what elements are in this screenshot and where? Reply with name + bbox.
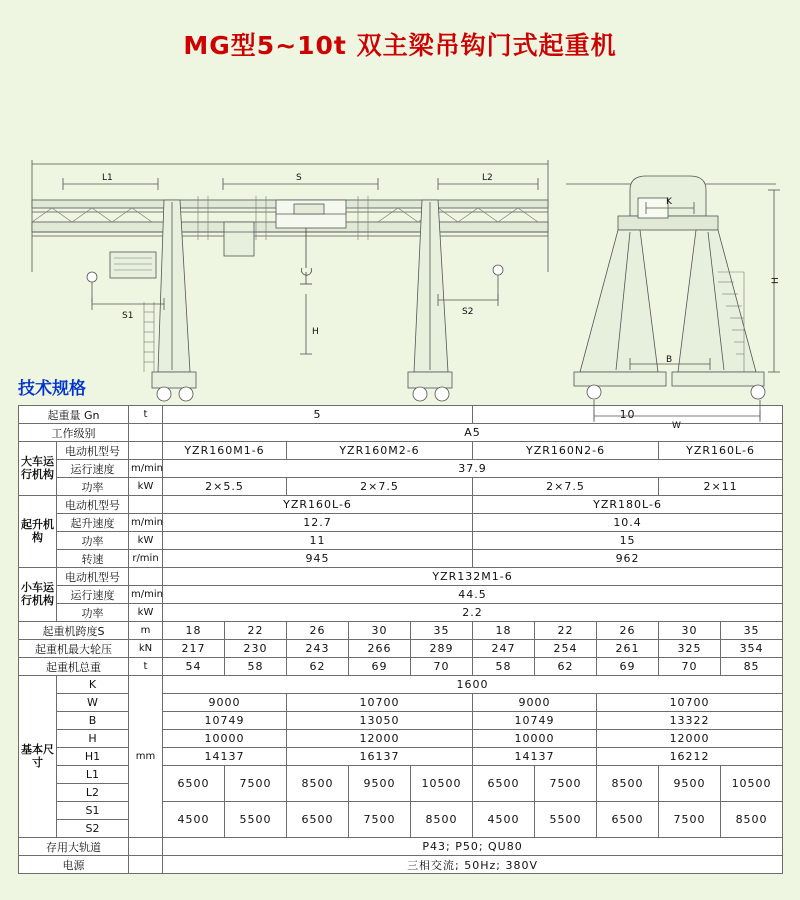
row-unit-trolley-motor (129, 568, 163, 586)
W-3: 9000 (473, 694, 597, 712)
H1-3: 14137 (473, 748, 597, 766)
S1-2: 5500 (225, 802, 287, 838)
span-10: 35 (721, 622, 783, 640)
page-title: MG型5~10t 双主梁吊钩门式起重机 (183, 31, 617, 60)
L1-10: 10500 (721, 766, 783, 802)
row-label-rail: 存用大轨道 (19, 838, 129, 856)
row-unit-dims: mm (129, 676, 163, 838)
wheel-load-6: 247 (473, 640, 535, 658)
S1-9: 7500 (659, 802, 721, 838)
row-label-power-supply: 电源 (19, 856, 129, 874)
row-label-hoist-speed: 起升速度 (57, 514, 129, 532)
power-4: 2×11 (659, 478, 783, 496)
row-unit-power-supply (129, 856, 163, 874)
hoist-power-1: 11 (163, 532, 473, 550)
run-speed-value: 37.9 (163, 460, 783, 478)
B-1: 10749 (163, 712, 287, 730)
L1-9: 9500 (659, 766, 721, 802)
table-row (19, 478, 783, 496)
H-2: 12000 (287, 730, 473, 748)
capacity-10: 10 (473, 406, 783, 424)
row-label-power: 功率 (57, 478, 129, 496)
capacity-5: 5 (163, 406, 473, 424)
row-unit-run-speed: m/min (129, 460, 163, 478)
total-weight-8: 69 (597, 658, 659, 676)
label-S1: S1 (122, 311, 134, 321)
row-unit-trolley-speed: m/min (129, 586, 163, 604)
group-big-car: 大车运行机构 (19, 442, 57, 496)
row-unit-capacity: t (129, 406, 163, 424)
total-weight-4: 69 (349, 658, 411, 676)
table-row (19, 568, 783, 586)
table-row (19, 604, 783, 622)
group-basic-dims: 基本尺寸 (19, 676, 57, 838)
span-1: 18 (163, 622, 225, 640)
label-S2: S2 (462, 307, 474, 317)
span-8: 26 (597, 622, 659, 640)
S1-4: 7500 (349, 802, 411, 838)
label-W: W (672, 421, 681, 431)
span-6: 18 (473, 622, 535, 640)
row-unit-rail (129, 838, 163, 856)
row-unit-hoist-speed: m/min (129, 514, 163, 532)
table-row (19, 514, 783, 532)
L1-5: 10500 (411, 766, 473, 802)
L1-2: 7500 (225, 766, 287, 802)
label-S: S (296, 173, 302, 183)
L1-8: 8500 (597, 766, 659, 802)
power-supply-value: 三相交流; 50Hz; 380V (163, 856, 783, 874)
table-row (19, 460, 783, 478)
power-1: 2×5.5 (163, 478, 287, 496)
row-unit-motor-model (129, 442, 163, 460)
row-label-H: H (57, 730, 129, 748)
S1-10: 8500 (721, 802, 783, 838)
H1-1: 14137 (163, 748, 287, 766)
table-row (19, 406, 783, 424)
row-label-total-weight: 起重机总重 (19, 658, 129, 676)
W-1: 9000 (163, 694, 287, 712)
row-label-S1: S1 (57, 802, 129, 820)
row-unit-duty (129, 424, 163, 442)
row-label-L2: L2 (57, 784, 129, 802)
wheel-load-9: 325 (659, 640, 721, 658)
row-label-duty: 工作级别 (19, 424, 129, 442)
span-4: 30 (349, 622, 411, 640)
total-weight-3: 62 (287, 658, 349, 676)
wheel-load-4: 266 (349, 640, 411, 658)
label-K: K (666, 197, 672, 207)
S1-1: 4500 (163, 802, 225, 838)
span-2: 22 (225, 622, 287, 640)
wheel-load-7: 254 (535, 640, 597, 658)
group-hoist: 起升机构 (19, 496, 57, 568)
row-label-run-speed: 运行速度 (57, 460, 129, 478)
table-row (19, 442, 783, 460)
label-B: B (666, 355, 673, 365)
L1-7: 7500 (535, 766, 597, 802)
row-label-capacity: 起重量 Gn (19, 406, 129, 424)
wheel-load-5: 289 (411, 640, 473, 658)
label-L1: L1 (102, 173, 113, 183)
S1-3: 6500 (287, 802, 349, 838)
L1-6: 6500 (473, 766, 535, 802)
row-label-span: 起重机跨度S (19, 622, 129, 640)
total-weight-5: 70 (411, 658, 473, 676)
total-weight-10: 85 (721, 658, 783, 676)
total-weight-6: 58 (473, 658, 535, 676)
total-weight-1: 54 (163, 658, 225, 676)
table-row (19, 586, 783, 604)
row-label-B: B (57, 712, 129, 730)
H-3: 10000 (473, 730, 597, 748)
row-label-W: W (57, 694, 129, 712)
row-label-L1: L1 (57, 766, 129, 784)
table-row (19, 550, 783, 568)
table-row (19, 622, 783, 640)
table-row (19, 658, 783, 676)
motor-model-1: YZR160M1-6 (163, 442, 287, 460)
span-7: 22 (535, 622, 597, 640)
label-H-side: H (771, 277, 781, 284)
total-weight-7: 62 (535, 658, 597, 676)
hoist-motor-1: YZR160L-6 (163, 496, 473, 514)
hoist-motor-2: YZR180L-6 (473, 496, 783, 514)
wheel-load-10: 354 (721, 640, 783, 658)
span-5: 35 (411, 622, 473, 640)
W-4: 10700 (597, 694, 783, 712)
table-row (19, 676, 783, 694)
trolley-motor-value: YZR132M1-6 (163, 568, 783, 586)
row-label-wheel-load: 起重机最大轮压 (19, 640, 129, 658)
W-2: 10700 (287, 694, 473, 712)
section-title-specs: 技术规格 (18, 379, 86, 399)
row-unit-total-weight: t (129, 658, 163, 676)
power-3: 2×7.5 (473, 478, 659, 496)
row-label-trolley-motor: 电动机型号 (57, 568, 129, 586)
row-unit-hoist-power: kW (129, 532, 163, 550)
spec-table (18, 405, 783, 874)
table-row (19, 496, 783, 514)
S1-5: 8500 (411, 802, 473, 838)
rail-value: P43; P50; QU80 (163, 838, 783, 856)
row-unit-hoist-rpm: r/min (129, 550, 163, 568)
row-unit-trolley-power: kW (129, 604, 163, 622)
label-H-front: H (312, 327, 319, 337)
row-unit-span: m (129, 622, 163, 640)
motor-model-4: YZR160L-6 (659, 442, 783, 460)
wheel-load-8: 261 (597, 640, 659, 658)
table-row (19, 838, 783, 856)
row-label-motor-model: 电动机型号 (57, 442, 129, 460)
row-label-hoist-rpm: 转速 (57, 550, 129, 568)
S1-7: 5500 (535, 802, 597, 838)
H1-4: 16212 (597, 748, 783, 766)
S1-8: 6500 (597, 802, 659, 838)
motor-model-2: YZR160M2-6 (287, 442, 473, 460)
power-2: 2×7.5 (287, 478, 473, 496)
motor-model-3: YZR160N2-6 (473, 442, 659, 460)
table-row (19, 424, 783, 442)
trolley-speed-value: 44.5 (163, 586, 783, 604)
B-4: 13322 (597, 712, 783, 730)
span-9: 30 (659, 622, 721, 640)
row-label-hoist-motor: 电动机型号 (57, 496, 129, 514)
row-label-H1: H1 (57, 748, 129, 766)
hoist-rpm-2: 962 (473, 550, 783, 568)
wheel-load-1: 217 (163, 640, 225, 658)
hoist-power-2: 15 (473, 532, 783, 550)
H-4: 12000 (597, 730, 783, 748)
hoist-speed-2: 10.4 (473, 514, 783, 532)
hoist-speed-1: 12.7 (163, 514, 473, 532)
B-2: 13050 (287, 712, 473, 730)
row-unit-wheel-load: kN (129, 640, 163, 658)
group-trolley: 小车运行机构 (19, 568, 57, 622)
S1-6: 4500 (473, 802, 535, 838)
L1-1: 6500 (163, 766, 225, 802)
K-value: 1600 (163, 676, 783, 694)
B-3: 10749 (473, 712, 597, 730)
label-L2: L2 (482, 173, 493, 183)
row-unit-hoist-motor (129, 496, 163, 514)
row-unit-power: kW (129, 478, 163, 496)
row-label-trolley-power: 功率 (57, 604, 129, 622)
H1-2: 16137 (287, 748, 473, 766)
row-label-trolley-speed: 运行速度 (57, 586, 129, 604)
wheel-load-2: 230 (225, 640, 287, 658)
table-row (19, 640, 783, 658)
span-3: 26 (287, 622, 349, 640)
H-1: 10000 (163, 730, 287, 748)
duty-value: A5 (163, 424, 783, 442)
row-label-K: K (57, 676, 129, 694)
trolley-power-value: 2.2 (163, 604, 783, 622)
row-label-hoist-power: 功率 (57, 532, 129, 550)
total-weight-9: 70 (659, 658, 721, 676)
table-row (19, 856, 783, 874)
wheel-load-3: 243 (287, 640, 349, 658)
table-row (19, 532, 783, 550)
row-label-S2: S2 (57, 820, 129, 838)
L1-4: 9500 (349, 766, 411, 802)
L1-3: 8500 (287, 766, 349, 802)
hoist-rpm-1: 945 (163, 550, 473, 568)
total-weight-2: 58 (225, 658, 287, 676)
